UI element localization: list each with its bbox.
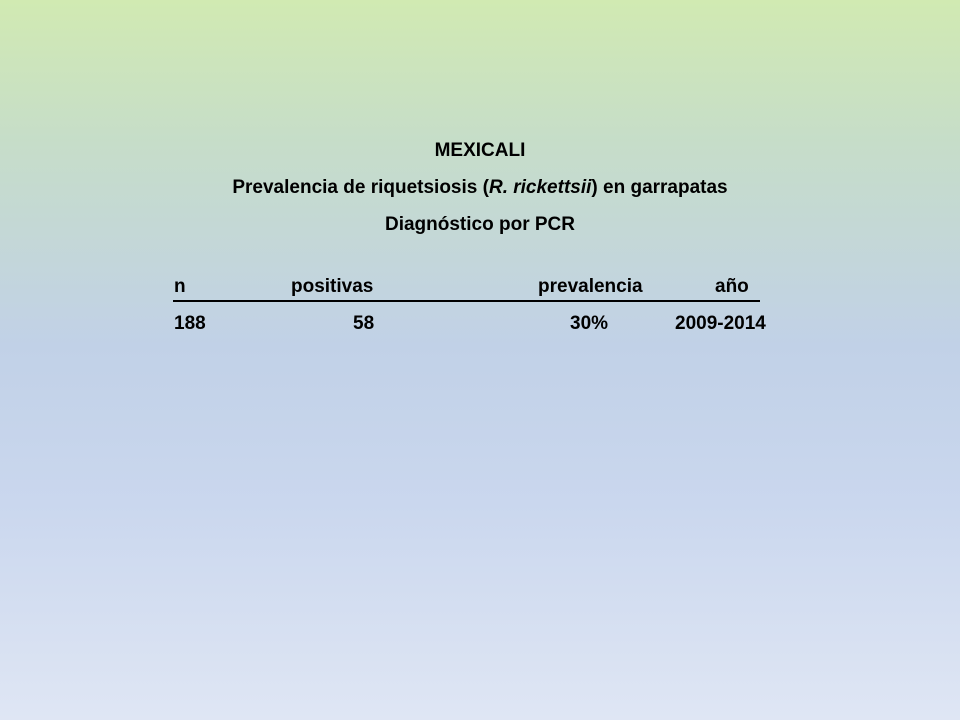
value-positivas: 58 (353, 313, 375, 334)
title-subject-suffix: ) en garrapatas (591, 177, 728, 198)
title-subject (0, 169, 960, 206)
value-prevalencia: 30% (570, 313, 609, 334)
title-species: R. rickettsii (488, 177, 592, 198)
value-n: 188 (174, 313, 206, 334)
header-n: n (174, 276, 186, 297)
header-anio: año (715, 276, 749, 297)
title-method: Diagnóstico por PCR (384, 214, 575, 235)
value-anio: 2009-2014 (675, 313, 766, 334)
header-prevalencia: prevalencia (538, 276, 643, 297)
table-value-row (0, 313, 960, 343)
title-subject-prefix: Prevalencia de riquetsiosis ( (232, 177, 489, 198)
header-underline (173, 300, 760, 302)
header-positivas: positivas (291, 276, 374, 297)
title-city: MEXICALI (434, 140, 526, 161)
slide-title (0, 132, 960, 243)
